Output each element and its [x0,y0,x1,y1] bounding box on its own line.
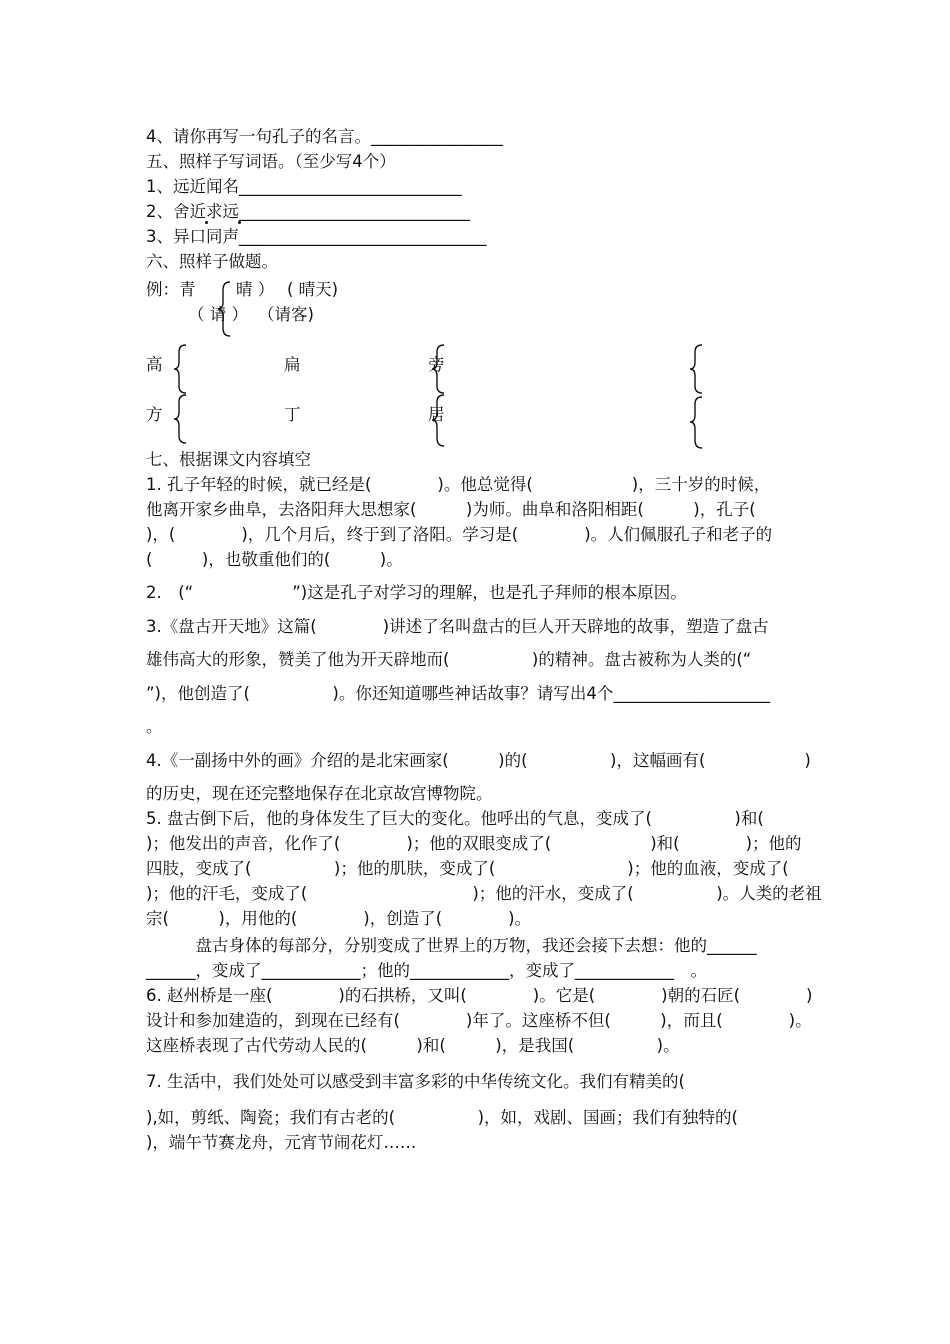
q6-line-3: 这座桥表现了古代劳动人民的( )和( )，是我国( )。 [146,1036,680,1055]
exercise-char-gao: 高 [146,355,163,374]
q1-line-2: 他离开家乡曲阜，去洛阳拜大思想家( )为师。曲阜和洛阳相距( )，孔子( [146,500,756,519]
q6-line-2: 设计和参加建造的，到现在已经有( )年了。这座桥不但( )，而且( )。 [146,1011,812,1030]
q3-line-3: ”)，他创造了( )。你还知道哪些神话故事？请写出4个___________________ [146,684,771,703]
example-top-word: ( 晴天) [287,280,339,299]
section-7-heading: 七、根据课文内容填空 [146,450,311,469]
q1-line-4: ( )，也敬重他们的( )。 [146,550,403,569]
q7-line-2: ),如，剪纸、陶瓷；我们有古老的( )，如，戏剧、国画；我们有独特的( [146,1108,738,1127]
exercise-char-ju: 居 [428,405,445,424]
word-line-1: 1、远近闻名___________________________ [146,177,462,196]
q3-line-1: 3.《盘古开天地》这篇( )讲述了名叫盘古的巨人开天辟地的故事，塑造了盘古 [146,617,769,636]
q1-line-1: 1. 孔子年轻的时候，就已经是( )。他总觉得( )，三十岁的时候， [146,475,771,494]
brace-left-1 [172,343,190,395]
example-brace [216,280,234,338]
brace-right-1 [688,343,706,395]
brace-mid-2 [430,393,448,448]
exercise-char-bian: 扁 [284,355,301,374]
q5-line-2: )；他发出的声音，化作了( )；他的双眼变成了( )和( )；他的 [146,834,802,853]
q4-line-1: 4.《一副扬中外的画》介绍的是北宋画家( )的( )，这幅画有( ) [146,751,811,770]
q5-line-1: 5. 盘古倒下后，他的身体发生了巨大的变化。他呼出的气息，变成了( )和( [146,809,764,828]
exercise-char-fang: 方 [146,405,163,424]
q5-extension-line-2: ______，变成了____________；他的____________，变成了____________ 。 [146,961,707,980]
q3-line-2: 雄伟高大的形象，赞美了他为开天辟地而( )的精神。盘古被称为人类的(“ [146,650,752,669]
q5-line-4: )；他的汗毛，变成了( )；他的汗水，变成了( )。人类的老祖 [146,884,822,903]
q7-line-3: )，端午节赛龙舟，元宵节闹花灯…… [146,1133,417,1152]
emphasis-dot [238,221,241,224]
q5-line-5: 宗( )，用他的( )，创造了( )。 [146,909,532,928]
example-bottom-char: （ 请 ） [188,305,248,324]
example-top-char: 晴 ） [236,280,275,299]
exercise-char-pang: 旁 [428,355,445,374]
example-bottom-word: （请客) [258,305,314,324]
q3-line-4: 。 [146,717,163,736]
example-prefix: 例：青 [146,280,196,299]
section-6-heading: 六、照样子做题。 [146,252,278,271]
brace-left-2 [172,393,190,445]
word-line-2: 2、舍近求远____________________________ [146,202,470,221]
q5-extension-line-1: 盘古身体的每部分，分别变成了世界上的万物，我还会接下去想：他的______ [146,936,757,955]
brace-mid-1 [430,343,448,395]
q5-line-3: 四肢，变成了( )；他的肌肤，变成了( )；他的血液，变成了( [146,859,789,878]
q4-line-2: 的历史，现在还完整地保存在北京故宫博物院。 [146,784,493,803]
emphasis-dot [205,221,208,224]
section-5-heading: 五、照样子写词语。（至少写4个） [146,152,396,171]
q7-line-1: 7. 生活中，我们处处可以感受到丰富多彩的中华传统文化。我们有精美的( [146,1072,685,1091]
q2-line: 2. (“ ”)这是孔子对学习的理解，也是孔子拜师的根本原因。 [146,583,687,602]
q6-line-1: 6. 赵州桥是一座( )的石拱桥，又叫( )。它是( )朝的石匠( ) [146,986,813,1005]
word-line-3: 3、异口同声______________________________ [146,227,487,246]
q4-famous-quote: 4、请你再写一句孔子的名言。________________ [146,127,503,146]
q1-line-3: )，( )，几个月后，终于到了洛阳。学习是( )。人们佩服孔子和老子的 [146,525,773,544]
brace-right-2 [688,395,706,450]
exercise-char-ding: 丁 [284,405,301,424]
